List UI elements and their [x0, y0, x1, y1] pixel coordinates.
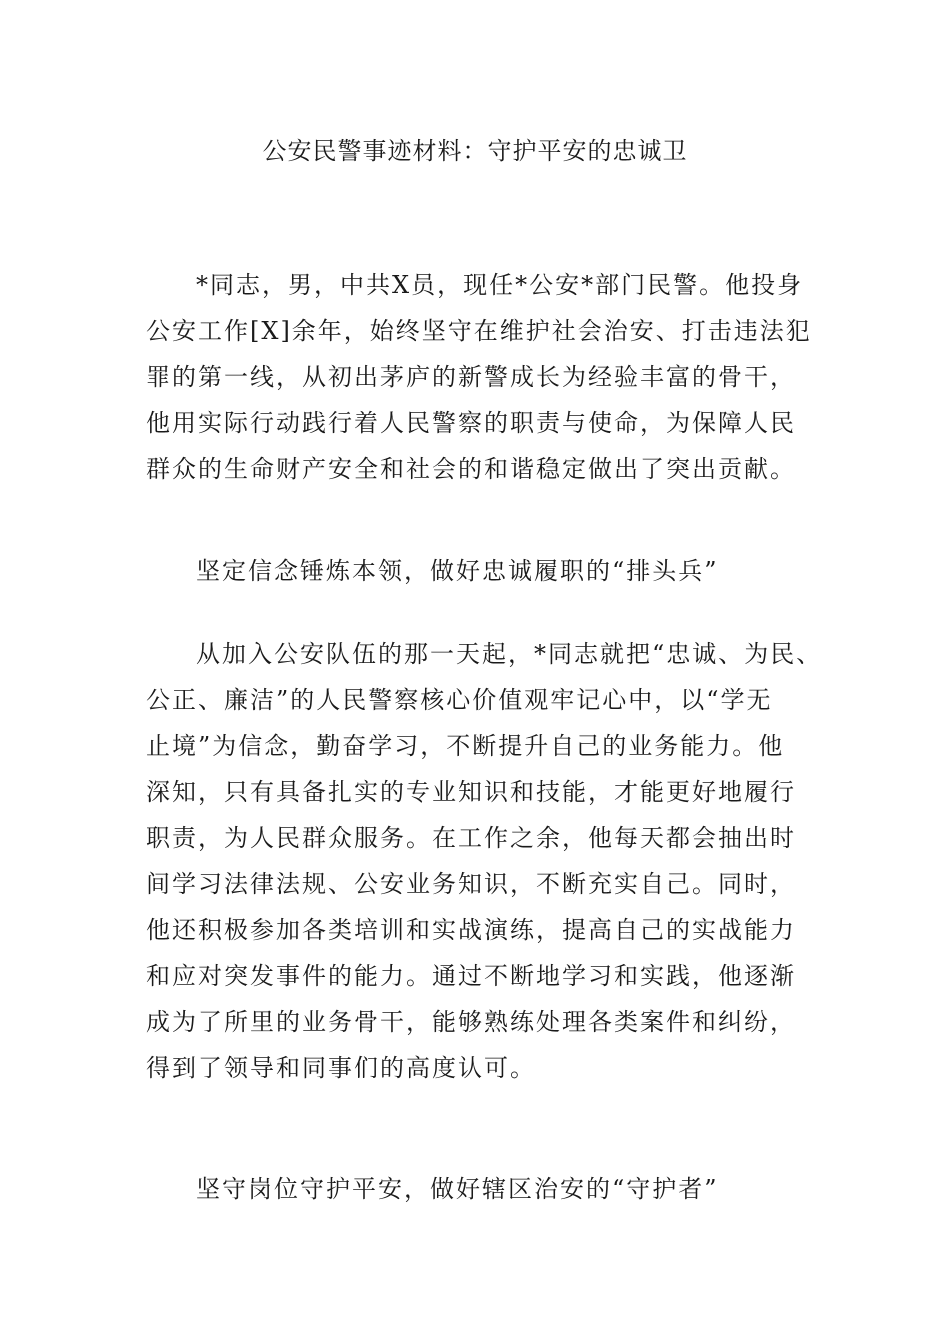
section-heading-text: 坚守岗位守护平安，做好辖区治安的“守护者” — [196, 1175, 719, 1203]
section-heading-text: 坚定信念锤炼本领，做好忠诚履职的“排头兵” — [196, 557, 719, 585]
paragraph-line: *同志，男，中共X员，现任*公安*部门民警。他投身 — [196, 271, 804, 299]
paragraph-2 — [146, 631, 826, 1091]
document-title: 公安民警事迹材料：守护平安的忠诚卫 — [262, 137, 688, 165]
paragraph-line: 公安工作[X]余年，始终坚守在维护社会治安、打击违法犯 — [146, 317, 812, 345]
paragraph-line: 止境”为信念，勤奋学习，不断提升自己的业务能力。他 — [146, 732, 785, 760]
paragraph-intro — [146, 262, 826, 492]
paragraph-line: 公正、廉洁”的人民警察核心价值观牢记心中，以“学无 — [146, 686, 773, 714]
section-heading-2 — [146, 1166, 826, 1212]
paragraph-line: 职责，为人民群众服务。在工作之余，他每天都会抽出时 — [146, 824, 796, 852]
paragraph-line: 群众的生命财产安全和社会的和谐稳定做出了突出贡献。 — [146, 455, 796, 483]
paragraph-line: 间学习法律法规、公安业务知识，不断充实自己。同时， — [146, 870, 796, 898]
paragraph-line: 他用实际行动践行着人民警察的职责与使命，为保障人民 — [146, 409, 796, 437]
paragraph-line: 和应对突发事件的能力。通过不断地学习和实践，他逐渐 — [146, 962, 796, 990]
paragraph-line: 他还积极参加各类培训和实战演练，提高自己的实战能力 — [146, 916, 796, 944]
paragraph-line: 成为了所里的业务骨干，能够熟练处理各类案件和纠纷， — [146, 1008, 796, 1036]
paragraph-line: 深知，只有具备扎实的专业知识和技能，才能更好地履行 — [146, 778, 796, 806]
paragraph-line: 罪的第一线，从初出茅庐的新警成长为经验丰富的骨干， — [146, 363, 796, 391]
section-heading-1 — [146, 548, 826, 594]
paragraph-line: 得到了领导和同事们的高度认可。 — [146, 1054, 536, 1082]
paragraph-line: 从加入公安队伍的那一天起，*同志就把“忠诚、为民、 — [196, 640, 823, 668]
